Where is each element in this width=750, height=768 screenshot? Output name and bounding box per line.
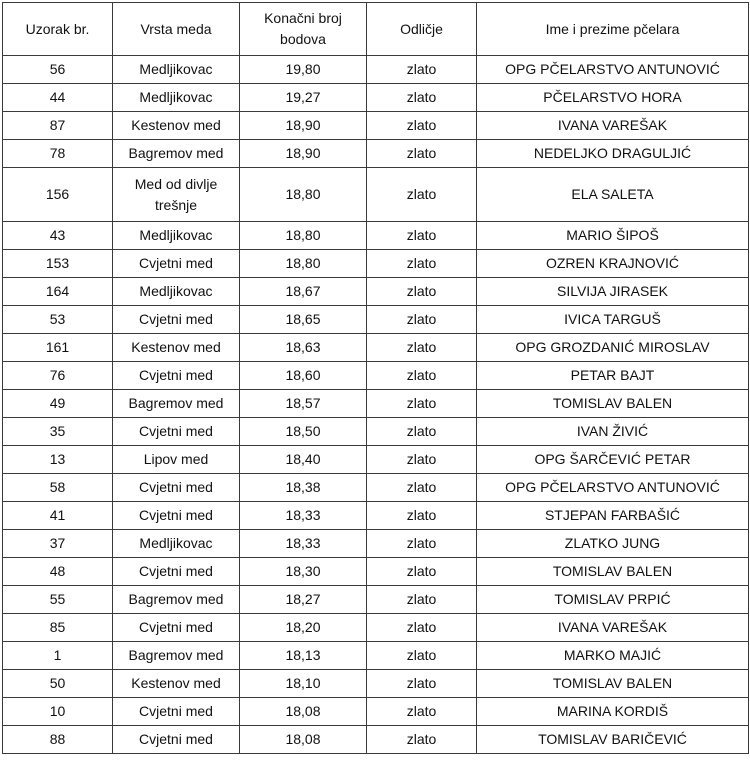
cell-final-score: 18,90 [240, 112, 367, 140]
cell-beekeeper-name: TOMISLAV BARIČEVIĆ [477, 726, 749, 754]
cell-final-score: 18,13 [240, 642, 367, 670]
cell-sample-number: 41 [3, 502, 113, 530]
cell-sample-number: 76 [3, 362, 113, 390]
cell-beekeeper-name: OPG PČELARSTVO ANTUNOVIĆ [477, 474, 749, 502]
cell-medal: zlato [367, 418, 477, 446]
cell-final-score: 18,08 [240, 726, 367, 754]
cell-honey-type: Bagremov med [113, 390, 240, 418]
cell-final-score: 18,90 [240, 140, 367, 168]
cell-sample-number: 43 [3, 222, 113, 250]
cell-medal: zlato [367, 446, 477, 474]
cell-honey-type: Medljikovac [113, 278, 240, 306]
cell-beekeeper-name: IVANA VAREŠAK [477, 614, 749, 642]
cell-beekeeper-name: STJEPAN FARBAŠIĆ [477, 502, 749, 530]
cell-sample-number: 13 [3, 446, 113, 474]
cell-sample-number: 48 [3, 558, 113, 586]
cell-beekeeper-name: PČELARSTVO HORA [477, 84, 749, 112]
cell-honey-type: Medljikovac [113, 56, 240, 84]
cell-sample-number: 55 [3, 586, 113, 614]
results-table [2, 2, 749, 754]
header-medal: Odličje [367, 3, 477, 56]
table-row [3, 726, 749, 754]
cell-final-score: 18,33 [240, 530, 367, 558]
header-honey-type: Vrsta meda [113, 3, 240, 56]
cell-honey-type: Cvjetni med [113, 726, 240, 754]
cell-beekeeper-name: TOMISLAV BALEN [477, 390, 749, 418]
table-row [3, 418, 749, 446]
cell-medal: zlato [367, 84, 477, 112]
cell-final-score: 18,65 [240, 306, 367, 334]
table-row [3, 670, 749, 698]
cell-medal: zlato [367, 362, 477, 390]
cell-sample-number: 10 [3, 698, 113, 726]
header-sample-number: Uzorak br. [3, 3, 113, 56]
cell-honey-type: Kestenov med [113, 112, 240, 140]
cell-beekeeper-name: ZLATKO JUNG [477, 530, 749, 558]
cell-medal: zlato [367, 698, 477, 726]
cell-final-score: 18,80 [240, 250, 367, 278]
cell-final-score: 18,80 [240, 222, 367, 250]
cell-final-score: 18,50 [240, 418, 367, 446]
table-row [3, 84, 749, 112]
cell-sample-number: 161 [3, 334, 113, 362]
cell-medal: zlato [367, 56, 477, 84]
cell-honey-type: Medljikovac [113, 84, 240, 112]
cell-honey-type: Cvjetni med [113, 558, 240, 586]
cell-sample-number: 35 [3, 418, 113, 446]
header-row [3, 3, 749, 56]
cell-final-score: 18,60 [240, 362, 367, 390]
cell-sample-number: 50 [3, 670, 113, 698]
cell-medal: zlato [367, 530, 477, 558]
table-row [3, 56, 749, 84]
cell-beekeeper-name: IVAN ŽIVIĆ [477, 418, 749, 446]
cell-medal: zlato [367, 168, 477, 222]
cell-final-score: 18,33 [240, 502, 367, 530]
cell-beekeeper-name: IVICA TARGUŠ [477, 306, 749, 334]
cell-honey-type: Kestenov med [113, 334, 240, 362]
cell-final-score: 19,27 [240, 84, 367, 112]
cell-sample-number: 53 [3, 306, 113, 334]
cell-honey-type: Medljikovac [113, 222, 240, 250]
table-row [3, 168, 749, 222]
cell-honey-type: Kestenov med [113, 670, 240, 698]
cell-final-score: 18,63 [240, 334, 367, 362]
cell-final-score: 19,80 [240, 56, 367, 84]
cell-sample-number: 37 [3, 530, 113, 558]
cell-honey-type: Cvjetni med [113, 306, 240, 334]
cell-final-score: 18,10 [240, 670, 367, 698]
cell-sample-number: 78 [3, 140, 113, 168]
cell-medal: zlato [367, 140, 477, 168]
cell-sample-number: 56 [3, 56, 113, 84]
cell-beekeeper-name: OPG PČELARSTVO ANTUNOVIĆ [477, 56, 749, 84]
table-row [3, 140, 749, 168]
cell-beekeeper-name: SILVIJA JIRASEK [477, 278, 749, 306]
table-row [3, 250, 749, 278]
cell-beekeeper-name: OPG ŠARČEVIĆ PETAR [477, 446, 749, 474]
cell-medal: zlato [367, 390, 477, 418]
cell-medal: zlato [367, 474, 477, 502]
cell-medal: zlato [367, 278, 477, 306]
cell-sample-number: 87 [3, 112, 113, 140]
cell-beekeeper-name: TOMISLAV PRPIĆ [477, 586, 749, 614]
cell-beekeeper-name: OPG GROZDANIĆ MIROSLAV [477, 334, 749, 362]
table-row [3, 502, 749, 530]
cell-beekeeper-name: NEDELJKO DRAGULJIĆ [477, 140, 749, 168]
cell-honey-type: Med od divlje trešnje [113, 168, 240, 222]
table-row [3, 586, 749, 614]
cell-medal: zlato [367, 222, 477, 250]
cell-medal: zlato [367, 502, 477, 530]
cell-honey-type: Cvjetni med [113, 614, 240, 642]
cell-honey-type: Cvjetni med [113, 250, 240, 278]
table-row [3, 278, 749, 306]
cell-medal: zlato [367, 614, 477, 642]
cell-final-score: 18,40 [240, 446, 367, 474]
cell-final-score: 18,38 [240, 474, 367, 502]
table-row [3, 698, 749, 726]
cell-final-score: 18,08 [240, 698, 367, 726]
cell-medal: zlato [367, 642, 477, 670]
header-final-score: Konačni broj bodova [240, 3, 367, 56]
table-row [3, 446, 749, 474]
cell-beekeeper-name: TOMISLAV BALEN [477, 558, 749, 586]
cell-sample-number: 44 [3, 84, 113, 112]
table-row [3, 306, 749, 334]
cell-sample-number: 153 [3, 250, 113, 278]
table-row [3, 112, 749, 140]
cell-medal: zlato [367, 726, 477, 754]
cell-beekeeper-name: PETAR BAJT [477, 362, 749, 390]
cell-medal: zlato [367, 306, 477, 334]
cell-final-score: 18,80 [240, 168, 367, 222]
cell-beekeeper-name: OZREN KRAJNOVIĆ [477, 250, 749, 278]
table-header [3, 3, 749, 56]
cell-honey-type: Cvjetni med [113, 418, 240, 446]
header-beekeeper-name: Ime i prezime pčelara [477, 3, 749, 56]
cell-honey-type: Medljikovac [113, 530, 240, 558]
cell-sample-number: 88 [3, 726, 113, 754]
cell-medal: zlato [367, 558, 477, 586]
cell-medal: zlato [367, 250, 477, 278]
cell-sample-number: 58 [3, 474, 113, 502]
cell-beekeeper-name: TOMISLAV BALEN [477, 670, 749, 698]
table-row [3, 334, 749, 362]
cell-beekeeper-name: IVANA VAREŠAK [477, 112, 749, 140]
cell-honey-type: Bagremov med [113, 140, 240, 168]
cell-final-score: 18,67 [240, 278, 367, 306]
cell-sample-number: 85 [3, 614, 113, 642]
cell-sample-number: 1 [3, 642, 113, 670]
table-row [3, 558, 749, 586]
cell-sample-number: 156 [3, 168, 113, 222]
table-row [3, 222, 749, 250]
cell-honey-type: Bagremov med [113, 586, 240, 614]
cell-final-score: 18,20 [240, 614, 367, 642]
table-row [3, 530, 749, 558]
cell-beekeeper-name: MARIO ŠIPOŠ [477, 222, 749, 250]
cell-honey-type: Cvjetni med [113, 698, 240, 726]
cell-final-score: 18,27 [240, 586, 367, 614]
cell-honey-type: Cvjetni med [113, 474, 240, 502]
cell-honey-type: Cvjetni med [113, 502, 240, 530]
cell-medal: zlato [367, 334, 477, 362]
cell-final-score: 18,57 [240, 390, 367, 418]
table-row [3, 642, 749, 670]
cell-beekeeper-name: MARINA KORDIŠ [477, 698, 749, 726]
cell-honey-type: Lipov med [113, 446, 240, 474]
table-row [3, 362, 749, 390]
cell-honey-type: Bagremov med [113, 642, 240, 670]
cell-final-score: 18,30 [240, 558, 367, 586]
table-body [3, 56, 749, 754]
cell-medal: zlato [367, 112, 477, 140]
cell-beekeeper-name: ELA SALETA [477, 168, 749, 222]
cell-sample-number: 164 [3, 278, 113, 306]
cell-beekeeper-name: MARKO MAJIĆ [477, 642, 749, 670]
cell-honey-type: Cvjetni med [113, 362, 240, 390]
cell-sample-number: 49 [3, 390, 113, 418]
table-row [3, 390, 749, 418]
cell-medal: zlato [367, 586, 477, 614]
cell-medal: zlato [367, 670, 477, 698]
table-row [3, 614, 749, 642]
table-row [3, 474, 749, 502]
